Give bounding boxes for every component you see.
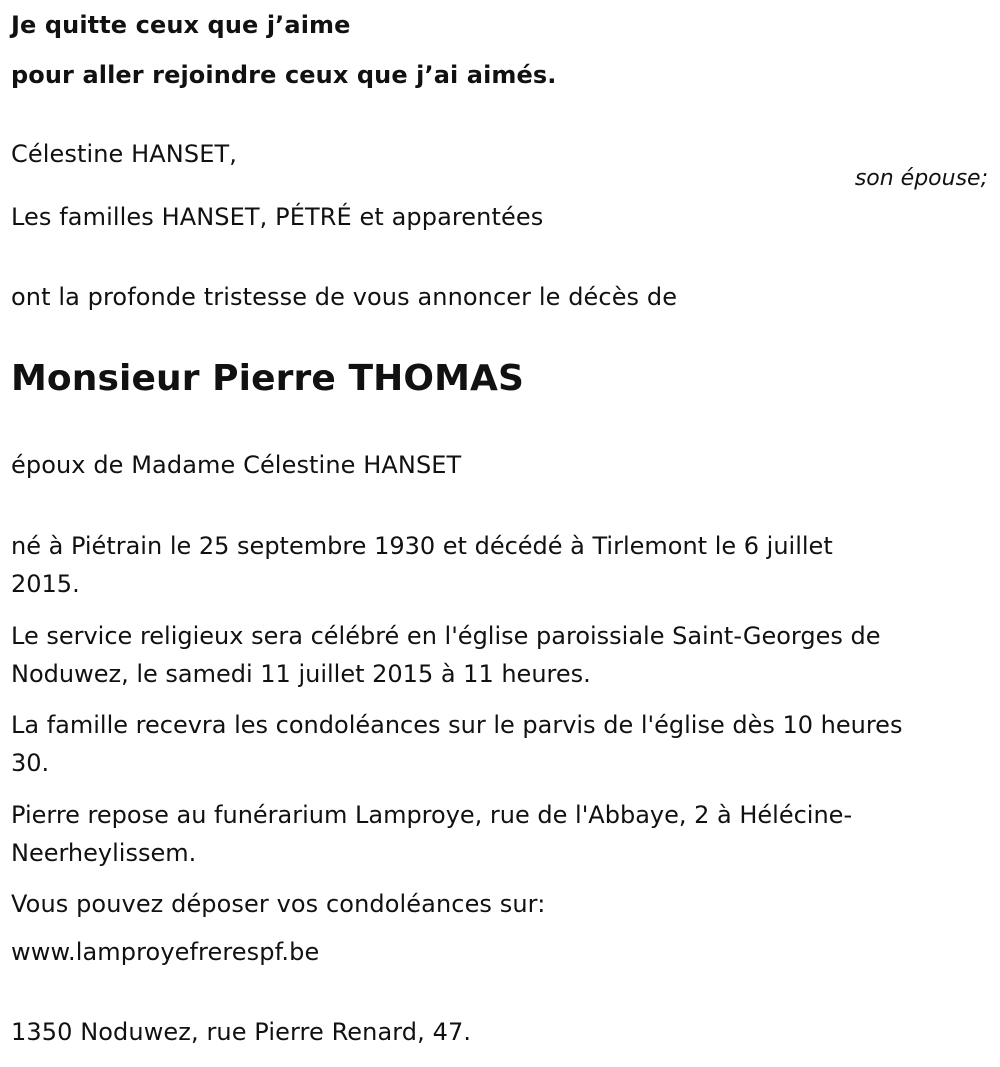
birth-death-line-2: 2015.: [11, 570, 80, 598]
repose-paragraph: [11, 796, 991, 872]
birth-death-line-1: né à Piétrain le 25 septembre 1930 et décédé à Tirlemont le 6 juillet: [11, 532, 833, 560]
service-paragraph: [11, 617, 991, 693]
condolences-line-2: 30.: [11, 749, 50, 777]
spouse-role: son épouse;: [854, 166, 988, 191]
spouse-of-line: époux de Madame Célestine HANSET: [11, 451, 462, 479]
epigraph-line-2: pour aller rejoindre ceux que j’ai aimés.: [11, 61, 557, 89]
repose-line-2: Neerheylissem.: [11, 839, 197, 867]
service-line-1: Le service religieux sera célébré en l'église paroissiale Saint-Georges de: [11, 622, 881, 650]
epigraph-line-1: Je quitte ceux que j’aime: [11, 11, 351, 39]
condolences-line-1: La famille recevra les condoléances sur le parvis de l'église dès 10 heures: [11, 711, 903, 739]
condolences-paragraph: [11, 706, 991, 782]
address-line: 1350 Noduwez, rue Pierre Renard, 47.: [11, 1018, 472, 1046]
spouse-name: Célestine HANSET,: [11, 140, 237, 168]
online-condolences-label: Vous pouvez déposer vos condoléances sur:: [11, 890, 546, 918]
service-line-2: Noduwez, le samedi 11 juillet 2015 à 11 heures.: [11, 660, 591, 688]
deceased-name: Monsieur Pierre THOMAS: [11, 358, 524, 399]
families-line: Les familles HANSET, PÉTRÉ et apparentées: [11, 203, 544, 231]
announcement-line: ont la profonde tristesse de vous annoncer le décès de: [11, 283, 678, 311]
website-link[interactable]: www.lamproyefrerespf.be: [11, 938, 320, 966]
repose-line-1: Pierre repose au funérarium Lamproye, rue de l'Abbaye, 2 à Hélécine-: [11, 801, 853, 829]
birth-death-paragraph: [11, 527, 991, 603]
